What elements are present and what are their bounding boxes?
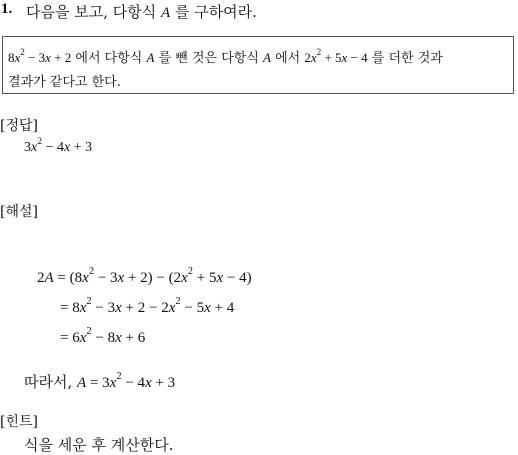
solution-line-1: $2A = (8x^2 - 3x + 2) - (2x^2 + 5x - 4)$	[37, 266, 252, 286]
condition-line-1: $8x^2 - 3x + 2$ 에서 다항식 A 를 뺀 것은 다항식 A 에서 $2x^2 + 5x - 4$ 를 더한 것과	[8, 47, 443, 66]
answer-expression: $3x^2 - 4x + 3$	[24, 135, 93, 155]
solution-line-2: = $8x^2 - 3x + 2 - 2x^2 - 5x + 4$	[60, 296, 235, 316]
question-number: 1.	[1, 1, 13, 17]
hint-header: [힌트]	[0, 414, 38, 430]
solution-header: [해설]	[0, 204, 38, 220]
hint-text: 식을 세운 후 계산한다.	[24, 436, 174, 454]
solution-line-3: = $6x^2 - 8x + 6$	[60, 326, 146, 346]
condition-line-2: 결과가 같다고 한다.	[8, 75, 121, 90]
condition-box	[2, 36, 514, 94]
solution-conclusion: 따라서, $A = 3x^2 - 4x + 3$	[24, 371, 176, 391]
answer-header: [정답]	[0, 118, 38, 134]
question-text: 다음을 보고, 다항식 A 를 구하여라.	[26, 3, 257, 21]
